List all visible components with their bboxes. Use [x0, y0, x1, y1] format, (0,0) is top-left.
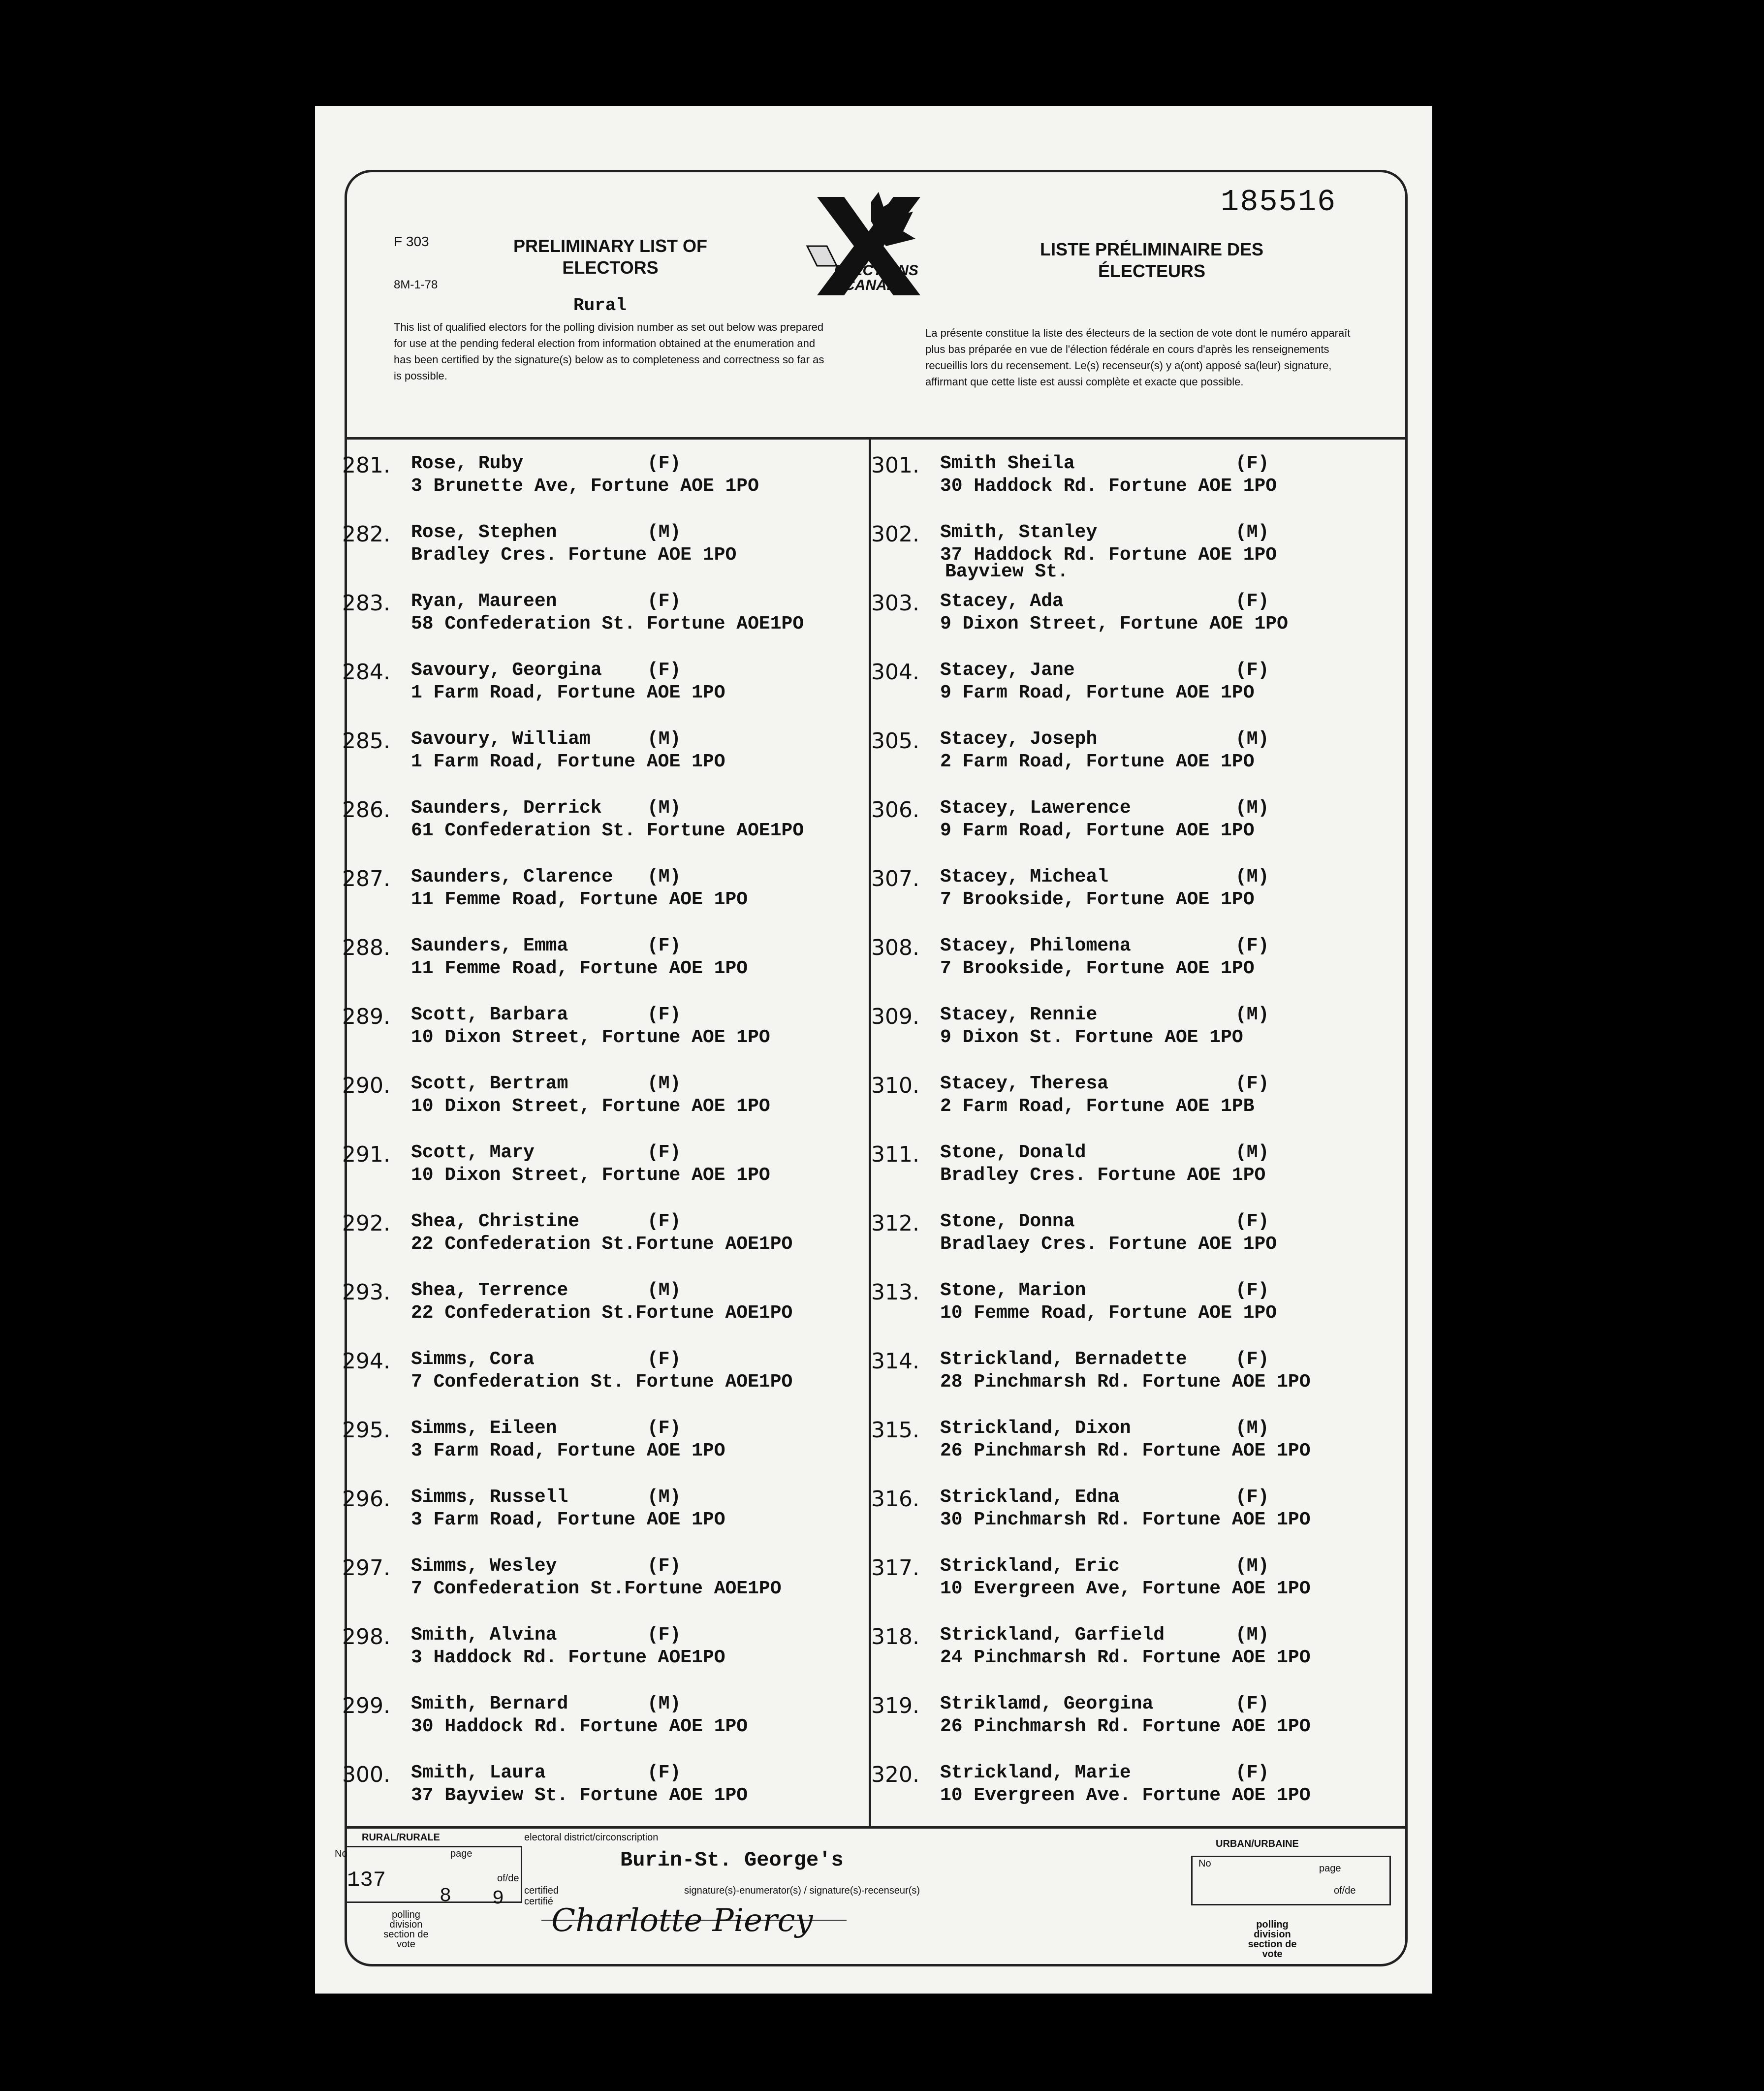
elector-entry — [342, 1280, 854, 1349]
elector-sex: (M) — [1235, 522, 1269, 543]
elector-address: 37 Bayview St. Fortune AOE 1PO — [411, 1785, 748, 1806]
entry-number: 309. — [871, 1004, 919, 1029]
elector-name: Savoury, Georgina — [411, 660, 602, 681]
elector-address: Bradley Cres. Fortune AOE 1PO — [940, 1165, 1266, 1186]
entry-number: 294. — [342, 1349, 390, 1374]
elector-entry — [342, 1142, 854, 1211]
elector-name: Strickland, Dixon — [940, 1418, 1131, 1439]
elector-address: 26 Pinchmarsh Rd. Fortune AOE 1PO — [940, 1440, 1311, 1461]
entry-number: 319. — [871, 1693, 919, 1718]
entry-number: 300. — [342, 1762, 390, 1787]
elector-address: 11 Femme Road, Fortune AOE 1PO — [411, 958, 748, 979]
elector-entry — [871, 1555, 1383, 1624]
entry-number: 318. — [871, 1624, 919, 1649]
elector-address: 30 Haddock Rd. Fortune AOE 1PO — [940, 475, 1277, 497]
elector-name: Striklamd, Georgina — [940, 1693, 1154, 1714]
elector-name: Simms, Wesley — [411, 1555, 557, 1577]
elector-sex: (F) — [1235, 935, 1269, 956]
entry-number: 285. — [342, 729, 390, 754]
polling-number: 137 — [347, 1868, 386, 1893]
elector-name: Strickland, Garfield — [940, 1624, 1165, 1646]
elector-name: Stone, Marion — [940, 1280, 1086, 1301]
elector-sex: (M) — [647, 797, 681, 819]
elector-name: Smith, Bernard — [411, 1693, 568, 1714]
elector-entry — [342, 866, 854, 935]
elector-address: 10 Evergreen Ave, Fortune AOE 1PO — [940, 1578, 1311, 1599]
elector-address: 9 Farm Road, Fortune AOE 1PO — [940, 682, 1255, 703]
elector-address: 3 Farm Road, Fortune AOE 1PO — [411, 1509, 725, 1530]
elector-address: 3 Farm Road, Fortune AOE 1PO — [411, 1440, 725, 1461]
page-number: 8 — [440, 1885, 452, 1907]
entry-number: 292. — [342, 1211, 390, 1236]
type-label: Rural — [573, 295, 627, 316]
elector-address: 1 Farm Road, Fortune AOE 1PO — [411, 682, 725, 703]
elector-address: 7 Confederation St.Fortune AOE1PO — [411, 1578, 782, 1599]
elector-entry — [342, 1693, 854, 1762]
elector-name: Smith, Alvina — [411, 1624, 557, 1646]
elector-entry — [871, 866, 1383, 935]
urban-no-label: No — [1198, 1858, 1211, 1869]
elector-sex: (F) — [1235, 1211, 1269, 1232]
entry-number: 313. — [871, 1280, 919, 1305]
elector-address: 1 Farm Road, Fortune AOE 1PO — [411, 751, 725, 772]
elector-sex: (F) — [1235, 591, 1269, 612]
elector-address: 10 Evergreen Ave. Fortune AOE 1PO — [940, 1785, 1311, 1806]
elector-address: 30 Pinchmarsh Rd. Fortune AOE 1PO — [940, 1509, 1311, 1530]
elector-name: Scott, Bertram — [411, 1073, 568, 1094]
elector-address: 9 Farm Road, Fortune AOE 1PO — [940, 820, 1255, 841]
elector-name: Rose, Stephen — [411, 522, 557, 543]
elector-entry — [342, 1624, 854, 1693]
entry-number: 314. — [871, 1349, 919, 1374]
elector-sex: (M) — [1235, 729, 1269, 750]
elector-name: Simms, Cora — [411, 1349, 535, 1370]
elector-sex: (F) — [1235, 660, 1269, 681]
elector-address: 58 Confederation St. Fortune AOE1PO — [411, 613, 804, 634]
elector-entry — [871, 453, 1383, 522]
elector-entry — [871, 1280, 1383, 1349]
elector-sex: (F) — [1235, 1487, 1269, 1508]
elector-entry — [342, 1349, 854, 1418]
elector-sex: (F) — [647, 660, 681, 681]
elector-address: 2 Farm Road, Fortune AOE 1PO — [940, 751, 1255, 772]
entry-number: 308. — [871, 935, 919, 960]
entry-number: 320. — [871, 1762, 919, 1787]
elector-entry — [871, 660, 1383, 729]
elector-address: 37 Haddock Rd. Fortune AOE 1PO — [940, 544, 1277, 566]
urban-label: URBAN/URBAINE — [1216, 1838, 1299, 1849]
elector-address: 7 Brookside, Fortune AOE 1PO — [940, 958, 1255, 979]
elector-sex: (M) — [1235, 1624, 1269, 1646]
form-code: 8M-1-78 — [394, 278, 438, 291]
elector-address: 3 Brunette Ave, Fortune AOE 1PO — [411, 475, 759, 497]
elector-sex: (F) — [647, 1762, 681, 1783]
urban-box — [1191, 1856, 1391, 1905]
elector-entry — [871, 729, 1383, 797]
elector-entry — [871, 935, 1383, 1004]
elector-entry — [871, 1211, 1383, 1280]
elector-sex: (F) — [647, 1211, 681, 1232]
urban-of-label: of/de — [1334, 1885, 1356, 1896]
entry-number: 302. — [871, 522, 919, 547]
elector-name: Stacey, Theresa — [940, 1073, 1109, 1094]
elector-sex: (M) — [647, 1693, 681, 1714]
elector-sex: (F) — [1235, 1349, 1269, 1370]
elector-entry — [342, 522, 854, 591]
elector-entry — [871, 1624, 1383, 1693]
entry-number: 290. — [342, 1073, 390, 1098]
entry-number: 296. — [342, 1487, 390, 1512]
entry-number: 303. — [871, 591, 919, 616]
entry-number: 301. — [871, 453, 919, 478]
entry-number: 286. — [342, 797, 390, 823]
entry-number: 312. — [871, 1211, 919, 1236]
entry-number: 304. — [871, 660, 919, 685]
elector-name: Stacey, Rennie — [940, 1004, 1098, 1025]
elector-name: Strickland, Edna — [940, 1487, 1120, 1508]
elector-name: Smith, Stanley — [940, 522, 1098, 543]
elector-entry — [871, 1349, 1383, 1418]
elector-entry — [871, 1418, 1383, 1487]
entry-number: 284. — [342, 660, 390, 685]
elector-name: Strickland, Marie — [940, 1762, 1131, 1783]
elector-name: Stacey, Joseph — [940, 729, 1098, 750]
elector-name: Simms, Russell — [411, 1487, 568, 1508]
elector-entry — [871, 1142, 1383, 1211]
elector-entry — [342, 1004, 854, 1073]
elector-entry — [871, 1004, 1383, 1073]
entry-number: 306. — [871, 797, 919, 823]
elector-address: 61 Confederation St. Fortune AOE1PO — [411, 820, 804, 841]
elector-entry — [871, 1487, 1383, 1555]
elector-sex: (F) — [647, 1142, 681, 1163]
elector-sex: (M) — [1235, 797, 1269, 819]
polling-division-label: polling division section de vote — [383, 1909, 429, 1950]
elector-address: 24 Pinchmarsh Rd. Fortune AOE 1PO — [940, 1647, 1311, 1668]
elector-name: Stacey, Ada — [940, 591, 1064, 612]
elector-name: Saunders, Derrick — [411, 797, 602, 819]
elector-address: Bradley Cres. Fortune AOE 1PO — [411, 544, 737, 566]
elector-address: 9 Dixon St. Fortune AOE 1PO — [940, 1027, 1243, 1048]
elector-address: 11 Femme Road, Fortune AOE 1PO — [411, 889, 748, 910]
entry-number: 316. — [871, 1487, 919, 1512]
elector-name: Stone, Donald — [940, 1142, 1086, 1163]
title-en: PRELIMINARY LIST OF ELECTORS — [513, 236, 707, 278]
elector-entry — [342, 1555, 854, 1624]
entry-number: 310. — [871, 1073, 919, 1098]
elector-sex: (F) — [647, 1555, 681, 1577]
elector-address: 10 Dixon Street, Fortune AOE 1PO — [411, 1165, 770, 1186]
elector-entry — [342, 1211, 854, 1280]
elector-address: 9 Dixon Street, Fortune AOE 1PO — [940, 613, 1288, 634]
district-label: electoral district/circonscription — [524, 1832, 659, 1843]
elector-address: Bradlaey Cres. Fortune AOE 1PO — [940, 1234, 1277, 1255]
elector-name: Stacey, Philomena — [940, 935, 1131, 956]
elector-address: 22 Confederation St.Fortune AOE1PO — [411, 1302, 793, 1324]
entry-number: 299. — [342, 1693, 390, 1718]
elector-sex: (F) — [1235, 1280, 1269, 1301]
urban-polling-division-label: polling division section de vote — [1248, 1919, 1297, 1960]
entry-number: 315. — [871, 1418, 919, 1443]
elector-sex: (M) — [647, 1280, 681, 1301]
urban-page-label: page — [1319, 1863, 1341, 1874]
elector-sex: (F) — [647, 1418, 681, 1439]
elector-name: Rose, Ruby — [411, 453, 524, 474]
entry-number: 305. — [871, 729, 919, 754]
elector-name: Simms, Eileen — [411, 1418, 557, 1439]
elector-name: Savoury, William — [411, 729, 591, 750]
entry-number: 307. — [871, 866, 919, 891]
elector-sex: (F) — [647, 1349, 681, 1370]
elector-address: 10 Dixon Street, Fortune AOE 1PO — [411, 1027, 770, 1048]
elector-sex: (M) — [647, 1487, 681, 1508]
elector-name: Stone, Donna — [940, 1211, 1075, 1232]
elector-sex: (M) — [1235, 866, 1269, 887]
title-fr: LISTE PRÉLIMINAIRE DES ÉLECTEURS — [1040, 239, 1264, 281]
elector-entry — [871, 1693, 1383, 1762]
elector-entry — [871, 797, 1383, 866]
signature-label: signature(s)-enumerator(s) / signature(s)-recenseur(s) — [684, 1885, 920, 1896]
entry-number: 297. — [342, 1555, 390, 1581]
elector-address: 2 Farm Road, Fortune AOE 1PB — [940, 1096, 1255, 1117]
elector-name: Saunders, Clarence — [411, 866, 613, 887]
enumerator-signature: Charlotte Piercy — [551, 1902, 813, 1939]
logo-text: ELECTIONS CANADA — [834, 262, 918, 293]
rural-label: RURAL/RURALE — [362, 1832, 440, 1843]
elector-address: 28 Pinchmarsh Rd. Fortune AOE 1PO — [940, 1371, 1311, 1393]
elector-sex: (F) — [647, 1004, 681, 1025]
elector-name: Strickland, Bernadette — [940, 1349, 1187, 1370]
no-label: No — [335, 1848, 347, 1859]
elector-name: Smith Sheila — [940, 453, 1075, 474]
elector-entry — [871, 1762, 1383, 1831]
elector-name: Stacey, Micheal — [940, 866, 1109, 887]
entry-number: 287. — [342, 866, 390, 891]
certified-label: certified certifié — [524, 1885, 559, 1907]
notice-fr: La présente constitue la liste des électeurs de la section de vote dont le numéro apparaît plus bas préparée en vue de l'élection fédérale en cours d'après les renseignements recueillis lors du recensement. Le(s) recenseur(s) y a(ont) apposé sa(leur) signature, affirmant que cette liste est aussi complète et exacte que possible. — [925, 327, 1351, 388]
elector-name: Shea, Terrence — [411, 1280, 568, 1301]
serial-number: 185516 — [1221, 185, 1337, 220]
page-label: page — [450, 1848, 472, 1859]
entry-number: 295. — [342, 1418, 390, 1443]
entry-number: 289. — [342, 1004, 390, 1029]
entry-number: 311. — [871, 1142, 919, 1167]
elector-address: 30 Haddock Rd. Fortune AOE 1PO — [411, 1716, 748, 1737]
form-number: F 303 — [394, 234, 429, 249]
elector-name: Smith, Laura — [411, 1762, 546, 1783]
page-total: 9 — [492, 1888, 504, 1910]
entry-number: 291. — [342, 1142, 390, 1167]
entry-number: 281. — [342, 453, 390, 478]
elector-address: 7 Confederation St. Fortune AOE1PO — [411, 1371, 793, 1393]
elector-sex: (F) — [647, 453, 681, 474]
notice-en: This list of qualified electors for the polling division number as set out below was prepared for use at the pending federal election from information obtained at the enumeration and has been certified by the signature(s) below as to completeness and correctness so far as is possible. — [394, 321, 824, 382]
elector-entry — [342, 1762, 854, 1831]
elector-sex: (M) — [647, 522, 681, 543]
entry-number: 293. — [342, 1280, 390, 1305]
entry-number: 298. — [342, 1624, 390, 1649]
elector-sex: (M) — [1235, 1555, 1269, 1577]
elector-name: Saunders, Emma — [411, 935, 568, 956]
entry-number: 282. — [342, 522, 390, 547]
elector-address-correction: Bayview St. — [945, 561, 1069, 582]
elector-entry — [342, 729, 854, 797]
elector-entry — [871, 591, 1383, 660]
elector-entry — [342, 1073, 854, 1142]
elector-sex: (M) — [647, 866, 681, 887]
elector-sex: (F) — [647, 935, 681, 956]
elector-address: 10 Femme Road, Fortune AOE 1PO — [940, 1302, 1277, 1324]
district-name: Burin-St. George's — [620, 1848, 844, 1872]
elector-sex: (M) — [647, 1073, 681, 1094]
elector-sex: (F) — [1235, 1762, 1269, 1783]
elector-entry — [871, 522, 1383, 591]
elector-sex: (F) — [647, 1624, 681, 1646]
elector-entry — [871, 1073, 1383, 1142]
elector-sex: (M) — [1235, 1004, 1269, 1025]
elector-name: Scott, Barbara — [411, 1004, 568, 1025]
elector-address: 7 Brookside, Fortune AOE 1PO — [940, 889, 1255, 910]
elector-name: Strickland, Eric — [940, 1555, 1120, 1577]
elector-entry — [342, 935, 854, 1004]
elector-address: 10 Dixon Street, Fortune AOE 1PO — [411, 1096, 770, 1117]
elector-entry — [342, 1418, 854, 1487]
elector-sex: (M) — [1235, 1418, 1269, 1439]
elector-name: Scott, Mary — [411, 1142, 535, 1163]
elector-name: Ryan, Maureen — [411, 591, 557, 612]
elector-name: Shea, Christine — [411, 1211, 580, 1232]
header-divider — [345, 437, 1408, 440]
elector-name: Stacey, Jane — [940, 660, 1075, 681]
elector-address: 3 Haddock Rd. Fortune AOE1PO — [411, 1647, 725, 1668]
elector-address: 26 Pinchmarsh Rd. Fortune AOE 1PO — [940, 1716, 1311, 1737]
elector-name: Stacey, Lawerence — [940, 797, 1131, 819]
elector-sex: (F) — [1235, 1693, 1269, 1714]
entry-number: 317. — [871, 1555, 919, 1581]
entry-number: 288. — [342, 935, 390, 960]
elector-sex: (F) — [647, 591, 681, 612]
elector-entry — [342, 1487, 854, 1555]
elector-entry — [342, 453, 854, 522]
elector-sex: (F) — [1235, 1073, 1269, 1094]
of-label: of/de — [497, 1873, 519, 1884]
elector-sex: (M) — [647, 729, 681, 750]
elector-sex: (F) — [1235, 453, 1269, 474]
elector-address: 22 Confederation St.Fortune AOE1PO — [411, 1234, 793, 1255]
elector-entry — [342, 660, 854, 729]
elector-entry — [342, 591, 854, 660]
entry-number: 283. — [342, 591, 390, 616]
elector-entry — [342, 797, 854, 866]
elector-sex: (M) — [1235, 1142, 1269, 1163]
